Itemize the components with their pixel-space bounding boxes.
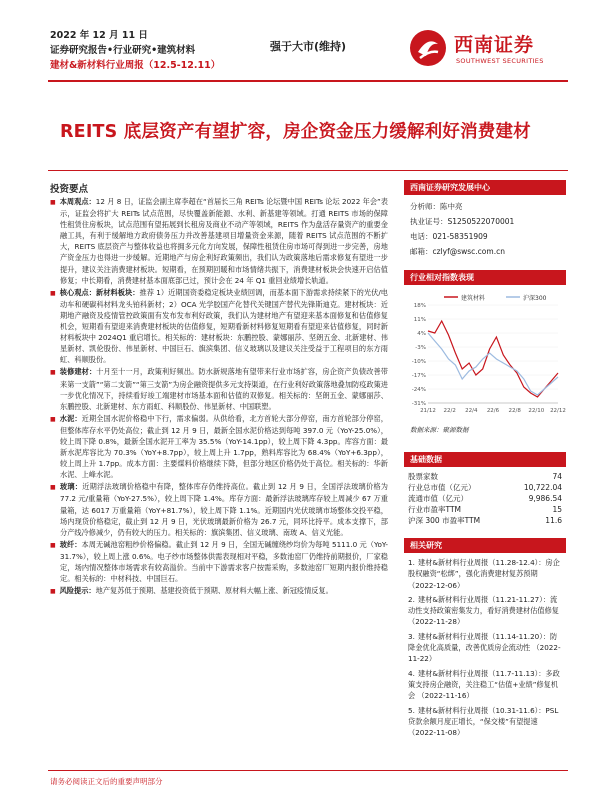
bullet-paragraph bbox=[50, 585, 388, 597]
report-meta bbox=[50, 28, 260, 73]
legend-label: 沪深300 bbox=[523, 295, 547, 302]
basic-data-row bbox=[404, 471, 566, 482]
bullet-heading: 水泥： bbox=[59, 413, 82, 423]
research-box bbox=[404, 180, 566, 259]
basic-data-key: 流通市值（亿元） bbox=[408, 494, 468, 503]
related-item-number: 1. bbox=[408, 558, 415, 567]
phone-number: 021-58351909 bbox=[432, 232, 488, 241]
bullet-paragraph bbox=[50, 366, 388, 411]
related-item-number: 4. bbox=[408, 668, 415, 678]
chart-box-title: 行业相对指数表现 bbox=[404, 270, 566, 285]
basic-data-row bbox=[404, 493, 566, 504]
related-item-text: 建材&新材料行业周报（11.28-12.4）：房企股权融资“松绑”，强化消费建材复苏预期 （2022-12-06） bbox=[408, 558, 560, 590]
header-divider bbox=[48, 80, 568, 82]
license-label: 执业证号： bbox=[410, 217, 448, 226]
related-item-text: 建材&新材料行业周报（11.7-11.13）：多政策支持房企融资，关注稳工“估值+业绩”修复机会 （2022-11-16） bbox=[408, 668, 560, 701]
bullet-heading: 核心观点：新材料板块： bbox=[59, 287, 140, 297]
related-research-item[interactable] bbox=[408, 631, 564, 665]
footer-disclaimer: 请务必阅读正文后的重要声明部分 bbox=[50, 777, 163, 786]
bullet-paragraph bbox=[50, 413, 388, 481]
brand-name-en: SOUTHWEST SECURITIES bbox=[456, 57, 544, 65]
phone-label: 电话： bbox=[410, 232, 433, 241]
bullet-heading: 本周观点： bbox=[59, 197, 96, 206]
bullet-heading: 玻璃： bbox=[59, 482, 83, 492]
basic-data-title: 基础数据 bbox=[404, 452, 566, 467]
basic-data-value: 15 bbox=[552, 505, 562, 514]
x-tick-label: 22/10 bbox=[528, 408, 545, 414]
series-line bbox=[428, 321, 558, 397]
bullet-text: 地产复苏低于预期、基建投资低于预期、原材料大幅上涨、新冠疫情反复。 bbox=[95, 586, 333, 596]
report-series: 建材&新材料行业周报（12.5-12.11） bbox=[50, 60, 221, 71]
basic-data-row bbox=[404, 482, 566, 493]
analyst-name: 陈中亮 bbox=[440, 202, 463, 211]
legend-label: 建筑材料 bbox=[461, 295, 486, 302]
report-category: 证券研究报告•行业研究•建筑材料 bbox=[50, 45, 196, 56]
section-label: 投资要点 bbox=[50, 184, 89, 195]
investment-points bbox=[50, 196, 388, 598]
related-item-text: 建材&新材料行业周报（10.31-11.6）：PSL 贷款余额月度正增长，“保交楼”有望提速 （2022-11-08） bbox=[408, 705, 559, 738]
basic-data-box bbox=[404, 452, 566, 526]
bullet-text: 12 月 8 日，证监会副主席李超在“首届长三角 REITs 论坛暨中国 REITs 论坛 2022 年会”表示，证监会将扩大 REITs 试点范围，尽快覆盖新能源、水利、新基建等领域。打通 REITS 市场的保障性租赁住房板块，试点范围有望拓展到长租房及商业不动产等领域，REITS 作为盘活存量资产的重要金融工具，有利于缓解地方政府债务压力并改善基建项目增量资金来源，随着 REITS 试点范围的不断扩大，REITS 底层资产与整体收益也将拥多元化方向发展，保障性租赁住房市场可得到进一步完善，房地产资金压力也得进一步缓解。近期地产与房企利好政策频出，我们认为政策落地后需求修复有望进一步提升，建议关注消费建材板块。短期看，在预期回暖和市场情绪共振下，消费建材板块会快速开启估值修复；中长期看，消费建材基本面底部已过，预计会在 24 年 Q1 重回业绩增长轨道。 bbox=[60, 197, 388, 285]
rating-label: 强于大市(维持) bbox=[270, 40, 347, 53]
y-tick-label: -10% bbox=[411, 359, 426, 365]
x-tick-label: 22/8 bbox=[508, 408, 521, 414]
brand-name-cn: 西南证券 bbox=[454, 34, 535, 56]
related-research-item[interactable] bbox=[408, 668, 564, 702]
related-item-text: 建材&新材料行业周报（11.14-11.20）：防降金优化高质量，改善优质房企流动性 （2022-11-22） bbox=[408, 631, 561, 664]
y-tick-label: -24% bbox=[411, 387, 426, 393]
related-research-title: 相关研究 bbox=[404, 538, 566, 553]
basic-data-key: 行业市盈率TTM bbox=[408, 505, 462, 514]
basic-data-value: 9,986.54 bbox=[528, 494, 562, 503]
related-item-number: 2. bbox=[408, 594, 415, 604]
x-tick-label: 21/12 bbox=[420, 408, 436, 414]
basic-data-row bbox=[404, 504, 566, 515]
x-tick-label: 22/12 bbox=[550, 408, 566, 414]
basic-data-key: 股票家数 bbox=[408, 472, 438, 481]
chart-box bbox=[404, 270, 566, 434]
basic-data-key: 行业总市值（亿元） bbox=[408, 483, 476, 492]
bullet-heading: 风险提示： bbox=[59, 586, 96, 596]
basic-data-key: 沪深 300 市盈率TTM bbox=[408, 516, 481, 525]
related-research-item[interactable] bbox=[408, 557, 564, 591]
bullet-paragraph bbox=[50, 196, 388, 286]
basic-data-row bbox=[404, 515, 566, 526]
basic-data-value: 11.6 bbox=[545, 516, 562, 525]
related-item-number: 3. bbox=[408, 631, 415, 641]
bullet-paragraph bbox=[50, 481, 388, 537]
related-research-item[interactable] bbox=[408, 594, 564, 628]
footer-divider bbox=[48, 770, 568, 771]
bullet-heading: 装修建材： bbox=[59, 367, 97, 377]
y-tick-label: -17% bbox=[411, 373, 426, 379]
related-research-list bbox=[404, 553, 566, 738]
bullet-text: 近期全国水泥价格稳中下行，需求偏弱。从供给看，北方首轮大部分停窑，南方首轮部分停窑，但整体库存水平仍处高位；截止到 12 月 9 日，最新全国水泥价格达到每吨 397.0 元（YoY-25.0%），较上周下降 0.8%，最新全国水泥开工率为 35.5%（YoY-14.1pp），较上周下降 4.3pp。库容方面：最新水泥库容比为 70.3%（YoY+8.7pp），较上周上升 1.7pp，熟料库容比为 68.4%（YoY+6.3pp），较上周上升 1.7pp。成本方面：主要煤料价格继续下降，但部分地区价格仍处于高位。相关标的：华新水泥、上峰水泥。 bbox=[60, 413, 388, 480]
y-tick-label: -3% bbox=[415, 345, 426, 351]
y-tick-label: -31% bbox=[411, 401, 426, 407]
related-item-text: 建材&新材料行业周报（11.21-11.27）：流动性支持政策密集发力，看好消费建材估值修复 （2022-11-28） bbox=[408, 594, 559, 627]
brand-mark-icon bbox=[408, 28, 448, 68]
analyst-label: 分析师： bbox=[410, 202, 440, 211]
bullet-paragraph bbox=[50, 539, 388, 584]
report-date: 2022 年 12 月 11 日 bbox=[50, 30, 148, 41]
bullet-text: 推荐 1）近期国资委稳定板块业绩回调，而基本面下游需求持续紧下的光伏/电动车和硬碳科材料龙头铂科新材；2）OCA 光学胶国产化替代关键国产替代先锋斯迪克。建材板块：近期地产融资及疫情管控政策面有发布发布利好政策，我们认为建材地产有望迎来基本面修复和估值修复机会，短期看有望迎来消费建材板块的估值修复，短期看新材料修复短期看有望迎来估值修复，同时新材料板块中 2024Q1 重启增长。相关标的：建材板块：东鹏控股、蒙娜丽莎、坚朗五金、北新建材、伟星新材、凯伦股份、伟星新材、中国巨石、旗滨集团、信义玻璃以及建议关注受益于工程项目的东方雨虹、科顺股份。 bbox=[60, 287, 388, 365]
bullet-text: 近期浮法玻璃价格稳中有降，整体库存仍维持高位。截止到 12 月 9 日，全国浮法玻璃价格为 77.2 元/重量箱（YoY-27.5%），较上周下降 1.4%。库存方面：最新浮法玻璃库存较上周减少 67 万重量箱，达 6017 万重量箱（YoY+81.7%），较上周下降 1.1%。近期国内光伏玻璃市场整体交投平稳，场内现货价格稳定，截止到 12 月 9 日，光伏玻璃最新价格为 26.7 元，同环比持平。成本支撑下，部分产线冷修减少，仍有较大的压力。相关标的：旗滨集团、信义玻璃、南玻 A、信义光能。 bbox=[60, 482, 388, 537]
basic-data-value: 74 bbox=[552, 472, 562, 481]
related-item-number: 5. bbox=[408, 705, 415, 715]
bullet-text: 十月至十一月，政策利好频出。防水新规落地有望带来行业市场扩容，房企资产负债改善带来第一支箭”“第二支箭”“第三支箭”为房企融资提供多元支持渠道，在行业利好政策落地叠加防疫政策进一步优化情况下，持续看好竣工端建材市场基本面和估值的双修复。相关标的：坚朗五金、蒙娜丽莎、东鹏控股、北新建材、东方雨虹、科顺股份、伟星新材、中国联塑。 bbox=[60, 367, 388, 411]
x-tick-label: 22/4 bbox=[465, 408, 478, 414]
basic-data-value: 10,722.04 bbox=[523, 483, 562, 492]
brand-logo bbox=[408, 26, 568, 74]
research-box-title: 西南证券研究发展中心 bbox=[404, 180, 566, 195]
bullet-heading: 玻纤： bbox=[59, 539, 82, 549]
x-tick-label: 22/2 bbox=[443, 408, 456, 414]
title-divider bbox=[48, 170, 568, 171]
related-research-box bbox=[404, 538, 566, 741]
y-tick-label: 18% bbox=[413, 303, 426, 309]
email-link[interactable]: czlyf@swsc.com.cn bbox=[432, 247, 505, 256]
chart-source: 数据来源：聚源数据 bbox=[410, 426, 469, 434]
bullet-paragraph bbox=[50, 287, 388, 366]
relative-index-chart bbox=[404, 285, 566, 425]
bullet-text: 本周无碱池窑粗纱价格偏稳。截止到 12 月 9 日，全国无碱缠绕纱均价为每吨 5111.0 元（YoY-31.7%），较上周上涨 0.6%。电子纱市场整体供需表现相对平稳，多数池窑厂仍维持前期报价，厂家稳定，场内情况整体市场需求有较高溢价。当前中下游需求客户按需采购，多数池窑厂短期内报价维持稳定。相关标的：中材科技、中国巨石。 bbox=[60, 539, 388, 584]
chart-svg bbox=[404, 285, 566, 425]
related-research-item[interactable] bbox=[408, 705, 564, 739]
report-title: REITS 底层资产有望扩容，房企资金压力缓解利好消费建材 bbox=[60, 122, 531, 142]
license-number: S1250522070001 bbox=[447, 217, 515, 226]
x-tick-label: 22/6 bbox=[486, 408, 500, 414]
y-tick-label: 11% bbox=[413, 317, 426, 323]
y-tick-label: 4% bbox=[417, 331, 426, 337]
email-label: 邮箱： bbox=[410, 247, 433, 256]
analyst-info bbox=[404, 195, 566, 259]
basic-data-table bbox=[404, 471, 566, 526]
